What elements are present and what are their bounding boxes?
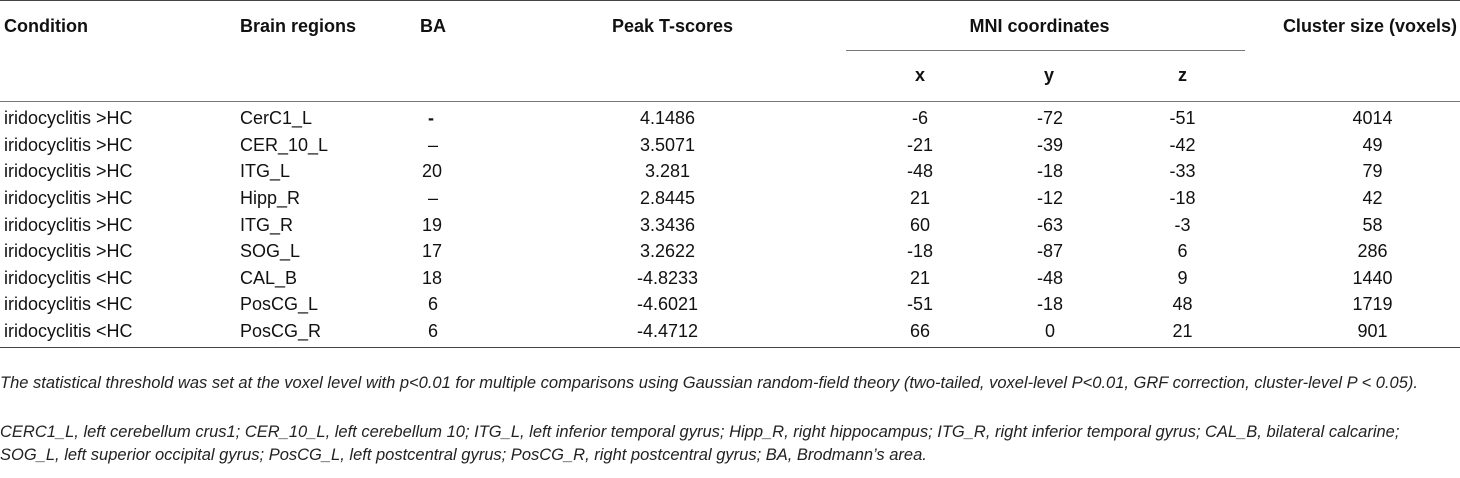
cell-ba: 18 <box>422 267 443 288</box>
header-z: z <box>1120 51 1275 102</box>
cell-condition: iridocyclitis <HC <box>4 294 133 315</box>
table-row <box>0 132 1460 159</box>
cell-x: 60 <box>909 214 931 235</box>
header-empty-5 <box>1275 51 1460 102</box>
cell-cluster: 286 <box>1357 241 1388 262</box>
cell-z: -18 <box>1169 188 1196 209</box>
header-empty-4 <box>575 51 840 102</box>
header-mni-coordinates <box>840 1 1275 51</box>
cell-region: CerC1_L <box>240 108 313 129</box>
cell-z: 48 <box>1172 294 1193 315</box>
cell-region: PosCG_L <box>240 294 319 315</box>
cell-region: CER_10_L <box>240 134 329 155</box>
cell-z: -51 <box>1169 108 1196 129</box>
cell-condition: iridocyclitis >HC <box>4 108 133 129</box>
header-brain-regions: Brain regions <box>240 1 390 51</box>
cell-z: 21 <box>1120 318 1275 347</box>
cell-z: -33 <box>1169 161 1196 182</box>
cell-peak-t: 3.281 <box>644 161 691 182</box>
cell-condition: iridocyclitis >HC <box>4 214 133 235</box>
cell-condition: iridocyclitis >HC <box>4 134 133 155</box>
cell-condition: iridocyclitis >HC <box>4 241 133 262</box>
cell-y: -63 <box>1036 214 1063 235</box>
header-ba: BA <box>390 1 575 51</box>
cell-region: ITG_L <box>240 161 291 182</box>
header-x: x <box>840 51 980 102</box>
header-peak-t-scores: Peak T-scores <box>575 1 840 51</box>
cell-x: -21 <box>906 134 933 155</box>
cell-y: -48 <box>1036 267 1063 288</box>
cell-region: CAL_B <box>240 267 298 288</box>
cell-ba: – <box>428 134 439 155</box>
table-row <box>0 318 1460 347</box>
cell-z: -42 <box>1169 134 1196 155</box>
cell-x: 66 <box>840 318 980 347</box>
cell-z: 9 <box>1177 267 1188 288</box>
cell-x: 21 <box>909 188 931 209</box>
cell-cluster: 1440 <box>1352 267 1393 288</box>
cell-condition: iridocyclitis <HC <box>4 267 133 288</box>
cell-z: 6 <box>1177 241 1188 262</box>
footnote-abbreviations: CERC1_L, left cerebellum crus1; CER_10_L, left cerebellum 10; ITG_L, left inferior temporal gyrus; Hipp_R, right hippocampus; ITG_R, right inferior temporal gyrus; CAL_B, bilateral calcarine; SOG_L, left superior occipital gyrus; PosCG_L, left postcentral gyrus; PosCG_R, right postcentral gyrus; BA, Brodmann’s area. <box>0 423 1400 464</box>
cell-cluster: 42 <box>1362 188 1383 209</box>
cell-z: -3 <box>1174 214 1191 235</box>
cell-y: -12 <box>1036 188 1063 209</box>
cell-y: -72 <box>1036 108 1063 129</box>
cell-x: -6 <box>911 108 928 129</box>
cell-region: PosCG_R <box>240 318 390 347</box>
cell-cluster: 79 <box>1362 161 1383 182</box>
cell-ba: - <box>428 108 434 129</box>
cell-condition: iridocyclitis <HC <box>0 318 240 347</box>
cell-region: SOG_L <box>240 241 301 262</box>
cell-peak-t: -4.8233 <box>636 267 699 288</box>
table-row <box>0 292 1460 319</box>
header-mni-label: MNI coordinates <box>969 16 1110 36</box>
header-empty-1 <box>0 51 240 102</box>
cell-peak-t: 3.3436 <box>639 214 696 235</box>
cell-cluster: 1719 <box>1352 294 1393 315</box>
footnote-threshold: The statistical threshold was set at the voxel level with p<0.01 for multiple comparisons using Gaussian random-field theory (two-tailed, voxel-level P<0.01, GRF correction, cluster-level P < 0.05). <box>0 374 1418 392</box>
cell-ba: 19 <box>422 214 443 235</box>
cell-condition: iridocyclitis >HC <box>4 188 133 209</box>
cell-y: -18 <box>1036 161 1063 182</box>
cell-region: ITG_R <box>240 214 294 235</box>
header-empty-2 <box>240 51 390 102</box>
table-row <box>0 212 1460 239</box>
header-cluster-size: Cluster size (voxels) <box>1275 1 1460 51</box>
cell-ba: 6 <box>390 318 575 347</box>
cell-ba: 6 <box>428 294 439 315</box>
header-empty-3 <box>390 51 575 102</box>
header-row-primary <box>0 1 1460 51</box>
cell-peak-t: 3.5071 <box>639 134 696 155</box>
cell-cluster: 58 <box>1362 214 1383 235</box>
cell-y: 0 <box>980 318 1120 347</box>
cell-peak-t: -4.4712 <box>575 318 840 347</box>
cell-peak-t: 2.8445 <box>639 188 696 209</box>
cell-x: 21 <box>909 267 931 288</box>
cell-x: -48 <box>906 161 933 182</box>
header-row-secondary <box>0 51 1460 102</box>
cell-x: -51 <box>906 294 933 315</box>
table-row <box>0 159 1460 186</box>
cell-peak-t: 3.2622 <box>639 241 696 262</box>
table-row <box>0 238 1460 265</box>
cell-peak-t: 4.1486 <box>639 108 696 129</box>
mni-group-rule <box>846 50 1245 51</box>
header-y: y <box>980 51 1120 102</box>
table-row <box>0 185 1460 212</box>
header-condition: Condition <box>0 1 240 51</box>
cell-x: -18 <box>906 241 933 262</box>
table-body <box>0 101 1460 347</box>
cell-ba: 20 <box>422 161 443 182</box>
cell-y: -18 <box>1036 294 1063 315</box>
cell-cluster: 49 <box>1362 134 1383 155</box>
table-row <box>0 265 1460 292</box>
cell-condition: iridocyclitis >HC <box>4 161 133 182</box>
cell-y: -39 <box>1036 134 1063 155</box>
cell-peak-t: -4.6021 <box>636 294 699 315</box>
cell-cluster: 4014 <box>1352 108 1393 129</box>
table-row <box>0 101 1460 132</box>
cell-cluster: 901 <box>1275 318 1460 347</box>
cell-ba: – <box>428 188 439 209</box>
cell-region: Hipp_R <box>240 188 301 209</box>
cell-y: -87 <box>1036 241 1063 262</box>
cell-ba: 17 <box>422 241 443 262</box>
